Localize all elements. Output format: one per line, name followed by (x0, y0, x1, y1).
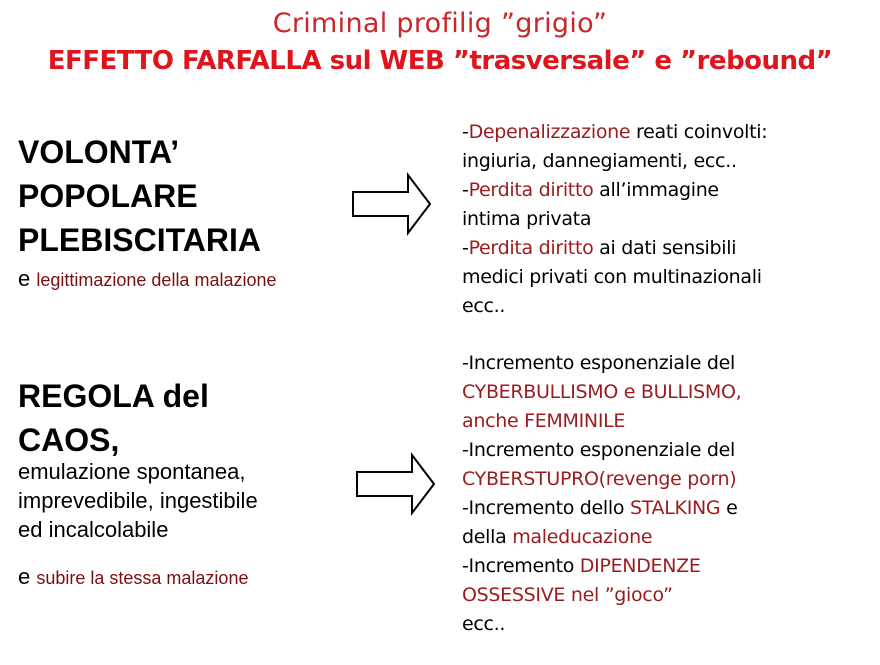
section1-effects (462, 118, 767, 321)
effect-line (462, 176, 767, 205)
effect-line (462, 581, 741, 610)
highlighted-text: OSSESSIVE nel ”gioco” (462, 584, 673, 606)
effect-text: - (462, 237, 469, 259)
section2-heading-line: CAOS, (18, 422, 120, 458)
effect-text: all’immagine (593, 179, 719, 201)
effect-text: medici privati con multinazionali (462, 266, 762, 288)
effect-line (462, 407, 741, 436)
section2-description (18, 457, 258, 544)
effect-line (462, 465, 741, 494)
highlighted-text: maleducazione (512, 526, 653, 548)
section2-sub-text: subire la stessa malazione (36, 568, 249, 588)
effect-line (462, 147, 767, 176)
effect-text: reati coinvolti: (630, 121, 768, 143)
right-arrow-icon (354, 452, 438, 516)
effect-text: ai dati sensibili (593, 237, 737, 259)
effect-text: - (462, 179, 469, 201)
section1-heading-line: PLEBISCITARIA (18, 222, 261, 258)
effect-line (462, 436, 741, 465)
section2-sub-prefix: e (18, 564, 37, 589)
effect-text: ecc.. (462, 295, 506, 317)
right-arrow-icon (350, 172, 434, 236)
effect-text: -Incremento esponenziale del (462, 439, 735, 461)
effect-line (462, 234, 767, 263)
highlighted-text: STALKING (629, 497, 721, 519)
section2-heading (18, 374, 209, 462)
section1-subline (18, 266, 277, 292)
highlighted-text: CYBERBULLISMO e BULLISMO, (462, 381, 742, 403)
effect-line (462, 118, 767, 147)
section1-heading (18, 130, 261, 262)
slide-subtitle: EFFETTO FARFALLA sul WEB ”trasversale” e ”rebound” (47, 46, 833, 76)
effect-text: - (462, 121, 469, 143)
section1-sub-text: legittimazione della malazione (36, 270, 277, 290)
section2-heading-line: REGOLA del (18, 378, 209, 414)
effect-line (462, 523, 741, 552)
highlighted-text: Perdita diritto (468, 179, 594, 201)
section2-description-line: ed incalcolabile (18, 517, 169, 542)
highlighted-text: CYBERSTUPRO(revenge porn) (462, 468, 737, 490)
effect-text: -Incremento (462, 555, 580, 577)
effect-line (462, 552, 741, 581)
section1-sub-prefix: e (18, 266, 37, 291)
effect-text: e (720, 497, 738, 519)
effect-line (462, 494, 741, 523)
effect-line (462, 610, 741, 639)
section1-heading-line: POPOLARE (18, 178, 198, 214)
effect-line (462, 205, 767, 234)
highlighted-text: Depenalizzazione (468, 121, 631, 143)
effect-text: intima privata (462, 208, 592, 230)
section2-description-line: emulazione spontanea, (18, 459, 246, 484)
highlighted-text: DIPENDENZE (579, 555, 701, 577)
effect-line (462, 378, 741, 407)
effect-text: -Incremento esponenziale del (462, 352, 735, 374)
section2-subline (18, 564, 248, 590)
effect-text: della (462, 526, 513, 548)
slide-title: Criminal profilig ”grigio” (272, 8, 608, 39)
highlighted-text: Perdita diritto (468, 237, 594, 259)
effect-text: ingiuria, dannegiamenti, ecc.. (462, 150, 737, 172)
section1-heading-line: VOLONTA’ (18, 134, 180, 170)
effect-text: -Incremento dello (462, 497, 630, 519)
effect-line (462, 292, 767, 321)
effect-line (462, 349, 741, 378)
section2-description-line: imprevedibile, ingestibile (18, 488, 258, 513)
effect-line (462, 263, 767, 292)
section2-effects (462, 349, 741, 639)
effect-text: ecc.. (462, 613, 506, 635)
highlighted-text: anche FEMMINILE (462, 410, 626, 432)
